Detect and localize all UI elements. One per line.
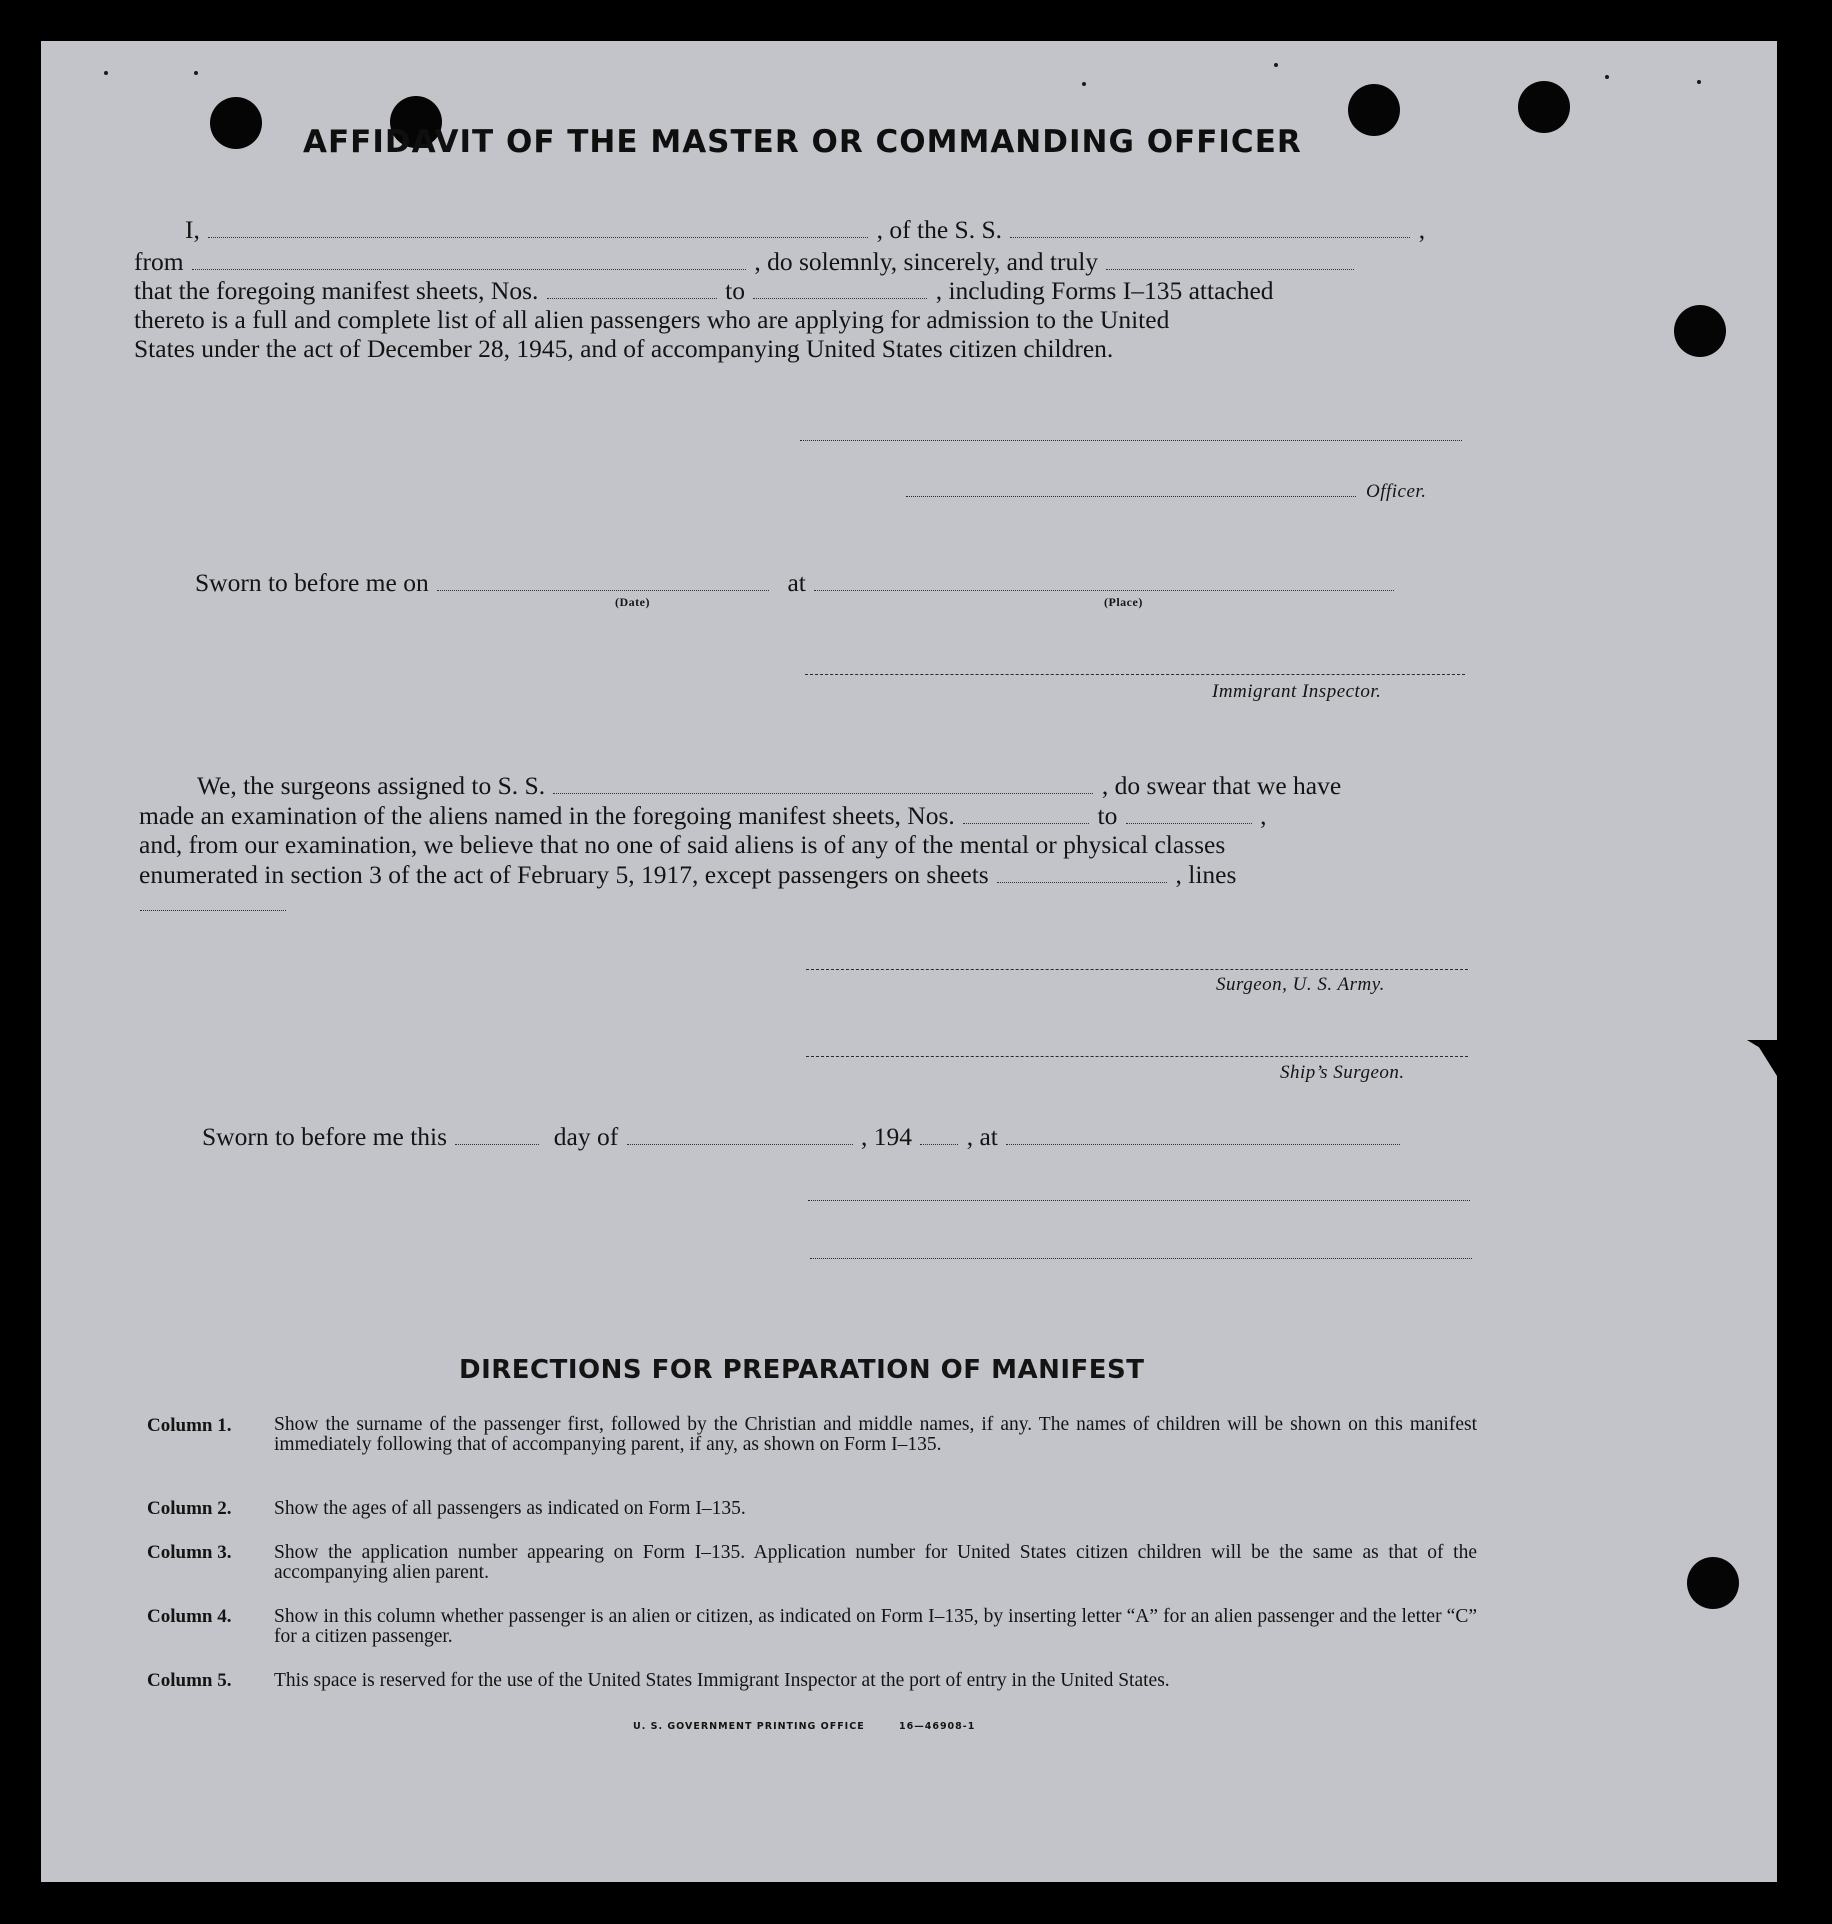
form-code: 16—46908-1 (899, 1721, 976, 1732)
column-label: Column 3. (147, 1542, 232, 1563)
punch-hole (1518, 81, 1570, 133)
officer-label: Officer. (1366, 481, 1427, 502)
column-label: Column 1. (147, 1415, 232, 1436)
surgeons-line-3: and, from our examination, we believe that no one of said aliens is of any of the mental or physical classes (139, 830, 1226, 859)
surgeons-line-2 (139, 801, 1266, 831)
text: , of the S. S. (876, 215, 1003, 244)
port-from-blank[interactable] (192, 268, 746, 270)
text: to (725, 276, 745, 305)
speck (1274, 63, 1278, 67)
affidavit-line-3 (134, 276, 1274, 306)
signature-line[interactable] (808, 1200, 1470, 1201)
text: to (1097, 801, 1118, 830)
text: I, (185, 215, 200, 244)
sheet-to-blank[interactable] (753, 297, 927, 299)
column-label: Column 5. (147, 1670, 232, 1691)
sworn-place-blank[interactable] (814, 589, 1394, 591)
sworn-year-blank[interactable] (920, 1143, 958, 1145)
column-label: Column 4. (147, 1606, 232, 1627)
text: , do solemnly, sincerely, and truly (754, 247, 1099, 276)
speck (104, 71, 108, 75)
speck (1697, 80, 1701, 84)
sworn-date-blank[interactable] (437, 589, 769, 591)
punch-hole (1674, 305, 1726, 357)
affidavit-line-4: thereto is a full and complete list of all alien passengers who are applying for admission to the United (134, 305, 1170, 334)
text: from (134, 247, 184, 276)
surgeon-sheet-to-blank[interactable] (1126, 822, 1252, 824)
sworn-month-blank[interactable] (627, 1143, 853, 1145)
affidavit-line-5: States under the act of December 28, 1945, and of accompanying United States citizen children. (134, 334, 1114, 363)
affidavit-line-1 (185, 215, 1425, 245)
ship-surgeon-signature-line[interactable] (806, 1056, 1468, 1057)
sworn-day-blank[interactable] (455, 1143, 539, 1145)
printer-name: U. S. GOVERNMENT PRINTING OFFICE (633, 1721, 865, 1732)
column-label: Column 2. (147, 1498, 232, 1519)
text: that the foregoing manifest sheets, Nos. (134, 276, 539, 305)
sheet-from-blank[interactable] (547, 297, 717, 299)
oath-blank[interactable] (1106, 268, 1354, 270)
sworn-line-1 (195, 568, 1396, 598)
surgeon-ship-blank[interactable] (553, 792, 1093, 794)
surgeon-sheet-from-blank[interactable] (963, 822, 1089, 824)
text: enumerated in section 3 of the act of February 5, 1917, except passengers on sheets (139, 860, 989, 889)
punch-hole (210, 97, 262, 149)
punch-hole (1687, 1557, 1739, 1609)
column-text: Show the surname of the passenger first, followed by the Christian and middle names, if any. The names of children will be shown on this manifest immediately following that of accompanying parent, if any, as shown on Form I–135. (274, 1414, 1477, 1455)
directions-title: DIRECTIONS FOR PREPARATION OF MANIFEST (459, 1355, 1145, 1385)
ship-name-blank[interactable] (1010, 236, 1410, 238)
text: , (1418, 215, 1426, 244)
text: at (787, 568, 806, 597)
lines-blank[interactable] (140, 910, 286, 911)
printer-footer (633, 1721, 975, 1732)
text: , 194 (860, 1122, 912, 1151)
text: , including Forms I–135 attached (935, 276, 1274, 305)
officer-title-line[interactable] (906, 496, 1356, 497)
text: day of (553, 1122, 619, 1151)
text: , lines (1175, 860, 1237, 889)
sworn-line-2 (202, 1122, 1402, 1152)
speck (1082, 82, 1086, 86)
ship-surgeon-label: Ship’s Surgeon. (1280, 1062, 1405, 1083)
punch-hole (1348, 84, 1400, 136)
except-sheets-blank[interactable] (997, 881, 1167, 883)
army-surgeon-signature-line[interactable] (806, 969, 1468, 970)
column-text: This space is reserved for the use of the United States Immigrant Inspector at the port of entry in the United States. (274, 1670, 1170, 1691)
signature-line[interactable] (810, 1258, 1472, 1259)
column-text: Show the ages of all passengers as indicated on Form I–135. (274, 1498, 746, 1519)
column-text: Show the application number appearing on Form I–135. Application number for United States citizen children will be the same as that of the accompanying alien parent. (274, 1542, 1477, 1583)
text: , do swear that we have (1101, 771, 1342, 800)
inspector-label: Immigrant Inspector. (1212, 681, 1382, 702)
speck (194, 71, 198, 75)
surgeons-line-1 (197, 771, 1341, 801)
army-surgeon-label: Surgeon, U. S. Army. (1216, 974, 1385, 995)
sworn2-place-blank[interactable] (1006, 1143, 1400, 1145)
master-name-blank[interactable] (208, 236, 868, 238)
text: , (1260, 801, 1267, 830)
text: Sworn to before me this (202, 1122, 448, 1151)
inspector-signature-line[interactable] (805, 674, 1465, 675)
text: We, the surgeons assigned to S. S. (197, 771, 546, 800)
master-signature-line[interactable] (800, 440, 1462, 441)
affidavit-line-2 (134, 247, 1356, 277)
text: , at (966, 1122, 998, 1151)
place-caption: (Place) (1104, 595, 1143, 609)
text: Sworn to before me on (195, 568, 429, 597)
text: made an examination of the aliens named in the foregoing manifest sheets, Nos. (139, 801, 955, 830)
date-caption: (Date) (615, 595, 650, 609)
column-text: Show in this column whether passenger is an alien or citizen, as indicated on Form I–135, by inserting letter “A” for an alien passenger and the letter “C” for a citizen passenger. (274, 1606, 1477, 1647)
surgeons-line-4 (139, 860, 1236, 890)
affidavit-title: AFFIDAVIT OF THE MASTER OR COMMANDING OFFICER (303, 124, 1302, 160)
speck (1605, 75, 1609, 79)
